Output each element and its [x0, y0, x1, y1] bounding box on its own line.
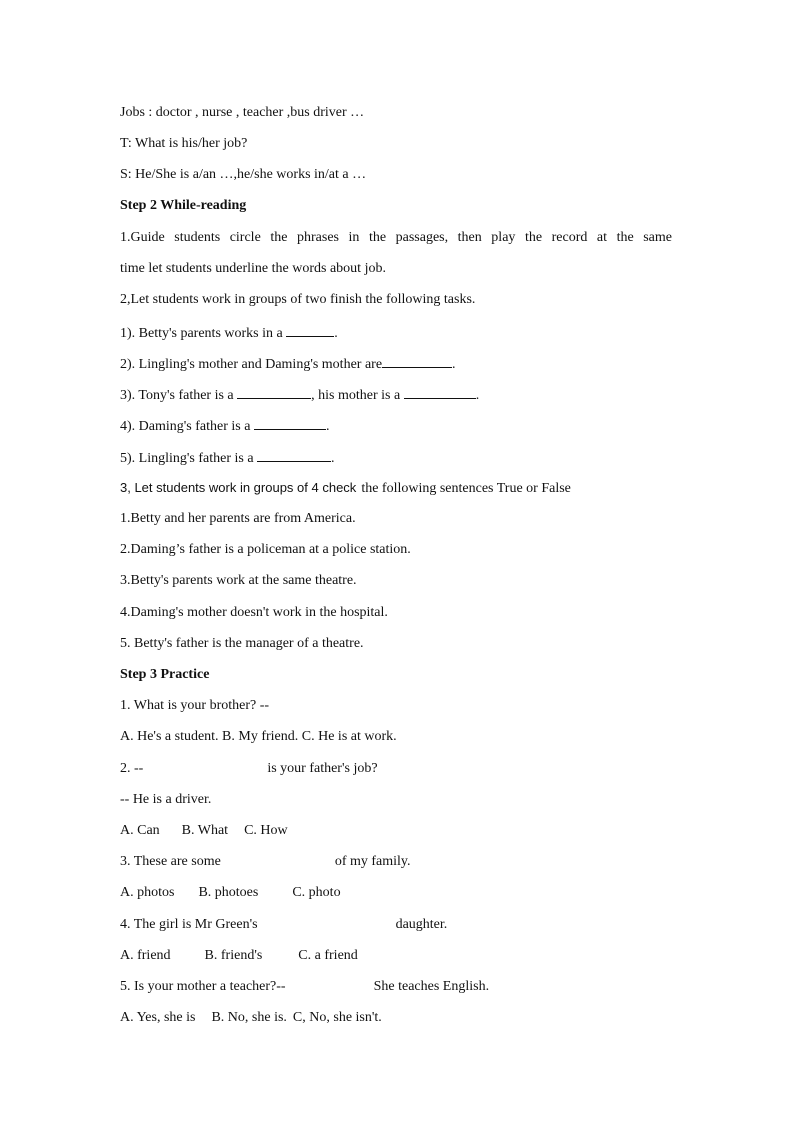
question-4-option-a: A. friend [120, 948, 171, 963]
task-1-blank [286, 323, 334, 337]
question-2-text-a: 2. -- [120, 761, 144, 776]
task-2-text: 2). Lingling's mother and Daming's mother are [120, 357, 383, 372]
question-3-option-a: A. photos [120, 885, 175, 900]
task-3-blank-2 [404, 385, 476, 399]
question-4-option-c: C. a friend [298, 948, 358, 963]
jobs-line: Jobs : doctor , nurse , teacher ,bus driver … [120, 105, 365, 120]
true-false-2: 2.Daming’s father is a policeman at a police station. [120, 542, 411, 557]
step3-heading: Step 3 Practice [120, 667, 210, 682]
question-2 [120, 760, 378, 778]
task-5 [120, 448, 335, 466]
question-4-text-a: 4. The girl is Mr Green's [120, 917, 258, 932]
groups-of-four-line [120, 479, 571, 497]
student-answer-line: S: He/She is a/an …,he/she works in/at a … [120, 167, 367, 182]
task-3-blank-1 [237, 385, 311, 399]
question-5-option-c: C, No, she isn't. [292, 1010, 382, 1025]
question-2-answer: -- He is a driver. [120, 792, 212, 807]
question-5-option-a: A. Yes, she is [120, 1010, 196, 1025]
question-5-text-a: 5. Is your mother a teacher?-- [120, 979, 286, 994]
question-3-text-b: of my family. [334, 854, 411, 869]
task-1-text: 1). Betty's parents works in a [120, 326, 283, 341]
question-5-option-b: B. No, she is. [211, 1010, 287, 1025]
task-4-period: . [325, 419, 330, 434]
task-2-blank [382, 354, 452, 368]
question-5 [120, 978, 489, 996]
task-4-blank [254, 416, 326, 430]
question-4-options [120, 947, 358, 965]
task-1 [120, 323, 338, 341]
guide-line-2: time let students underline the words about job. [120, 261, 386, 276]
question-5-text-b: She teaches English. [373, 979, 490, 994]
question-1: 1. What is your brother? -- [120, 698, 270, 713]
question-3-option-c: C. photo [292, 885, 341, 900]
task-3 [120, 385, 479, 403]
task-5-blank [257, 448, 331, 462]
task-5-text: 5). Lingling's father is a [120, 451, 254, 466]
step2-heading: Step 2 While-reading [120, 198, 247, 213]
question-5-options [120, 1009, 382, 1027]
question-2-text-b: is your father's job? [267, 761, 378, 776]
true-false-1: 1.Betty and her parents are from America. [120, 511, 356, 526]
task-3-text-a: 3). Tony's father is a [120, 388, 234, 403]
groups-of-four-text-b: the following sentences True or False [361, 481, 571, 496]
question-3-option-b: B. photoes [198, 885, 259, 900]
question-3-text-a: 3. These are some [120, 854, 221, 869]
task-3-period: . [475, 388, 480, 403]
task-4-text: 4). Daming's father is a [120, 419, 251, 434]
question-2-option-a: A. Can [120, 823, 160, 838]
task-2 [120, 354, 456, 372]
true-false-3: 3.Betty's parents work at the same theatre. [120, 573, 357, 588]
question-2-options [120, 822, 288, 840]
question-1-options: A. He's a student. B. My friend. C. He is at work. [120, 729, 397, 744]
groups-of-two-line: 2,Let students work in groups of two finish the following tasks. [120, 292, 476, 307]
guide-paragraph [120, 229, 672, 247]
guide-line-1: 1.Guide students circle the phrases in the passages, then play the record at the same [120, 230, 672, 245]
task-1-period: . [334, 326, 338, 341]
question-4-text-b: daughter. [395, 917, 448, 932]
task-2-period: . [452, 357, 456, 372]
question-3 [120, 853, 411, 871]
question-4 [120, 916, 447, 934]
question-3-options [120, 884, 341, 902]
task-4 [120, 416, 329, 434]
question-2-option-b: B. What [181, 823, 229, 838]
true-false-4: 4.Daming's mother doesn't work in the hospital. [120, 605, 388, 620]
task-5-period: . [331, 451, 335, 466]
true-false-5: 5. Betty's father is the manager of a theatre. [120, 636, 364, 651]
question-2-option-c: C. How [244, 823, 288, 838]
question-4-option-b: B. friend's [204, 948, 263, 963]
groups-of-four-text: 3, Let students work in groups of 4 check [120, 480, 357, 495]
task-3-text-b: , his mother is a [311, 388, 401, 403]
teacher-question-line: T: What is his/her job? [120, 136, 248, 151]
